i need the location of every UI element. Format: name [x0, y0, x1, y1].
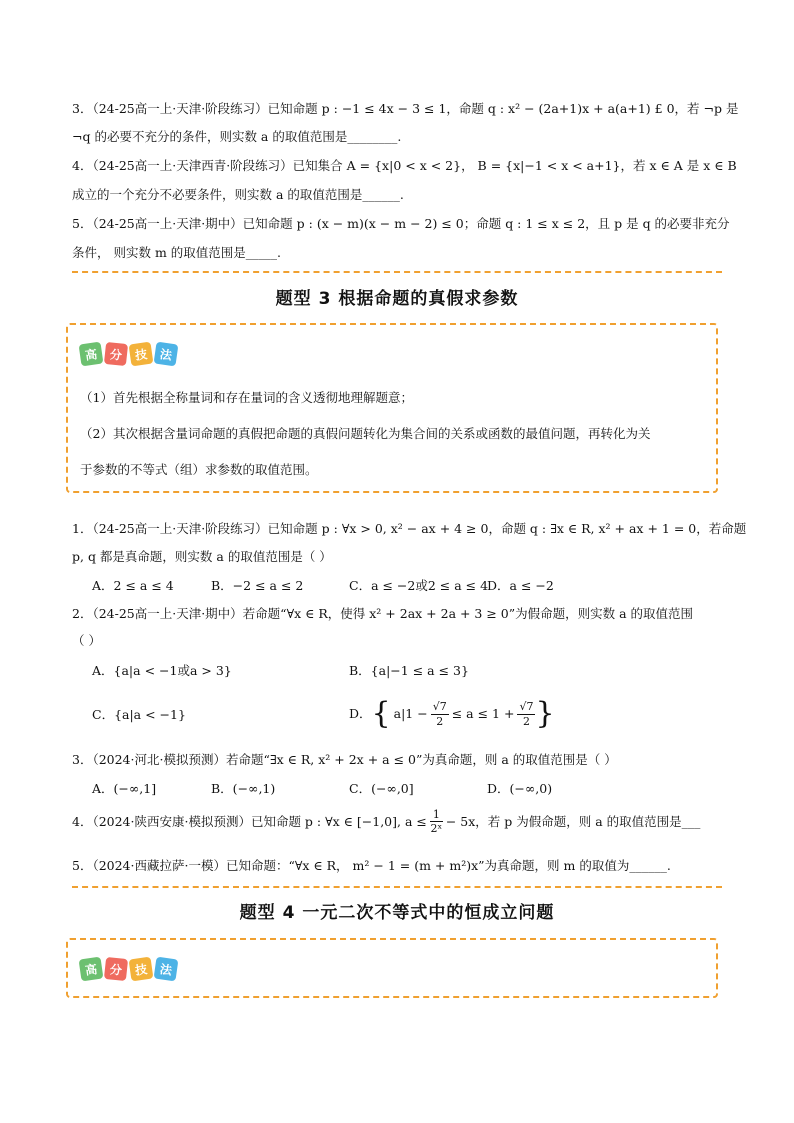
question-4-line-1: 4．（24-25高一上·天津西青·阶段练习）已知集合 A = {x|0 < x < 2}， B = {x|−1 < x < a+1}，若 x ∈ A 是 x ∈ B: [72, 158, 737, 173]
s3-question-2-line-2: （ ）: [72, 633, 101, 648]
left-brace: {: [371, 696, 391, 731]
badge-char: 技: [129, 957, 154, 982]
tip-3: 于参数的不等式（组）求参数的取值范围。: [80, 462, 318, 477]
question-5-line-2: 条件， 则实数 m 的取值范围是_____.: [72, 245, 281, 260]
fraction-denominator: 2: [522, 714, 530, 728]
badge-char: 分: [104, 342, 128, 366]
s3-q2-option-b: B．{a|−1 ≤ a ≤ 3}: [349, 663, 469, 678]
tip-1: （1）首先根据全称量词和存在量词的含义透彻地理解题意；: [80, 390, 413, 405]
section-4-title: 题型 4 一元二次不等式中的恒成立问题: [239, 903, 555, 923]
option-d-text-2: ≤ a ≤ 1 +: [451, 706, 515, 721]
question-4-line-2: 成立的一个充分不必要条件，则实数 a 的取值范围是______.: [72, 187, 404, 202]
badge-char: 高: [79, 957, 104, 982]
s3-q1-option-a: A．2 ≤ a ≤ 4: [92, 578, 174, 593]
question-3-line-1: 3．（24-25高一上·天津·阶段练习）已知命题 p : −1 ≤ 4x − 3 ≤ 1，命题 q : x² − (2a+1)x + a(a+1) £ 0，若 ¬p 是: [72, 101, 739, 116]
fraction: [517, 700, 535, 729]
s3-q4-text-pre: 4．（2024·陕西安康·模拟预测）已知命题 p : ∀x ∈ [−1,0], a ≤: [72, 813, 427, 829]
high-score-badge: [80, 343, 177, 365]
s3-question-2-line-1: 2．（24-25高一上·天津·期中）若命题“∀x ∈ R，使得 x² + 2ax + 2a + 3 ≥ 0”为假命题，则实数 a 的取值范围: [72, 606, 694, 621]
s3-q1-option-b: B．−2 ≤ a ≤ 2: [211, 578, 304, 593]
badge-char: 分: [104, 957, 128, 981]
s3-q2-option-a: A．{a|a < −1或a > 3}: [92, 663, 232, 678]
option-d-text-1: a|1 −: [393, 706, 428, 721]
s3-question-1-line-1: 1．（24-25高一上·天津·阶段练习）已知命题 p : ∀x > 0, x² − ax + 4 ≥ 0，命题 q : ∃x ∈ R, x² + ax + 1 = 0，若命题: [72, 521, 747, 536]
s3-q2-option-d: [349, 694, 555, 734]
s3-q3-option-b: B．(−∞,1): [211, 781, 276, 796]
s3-question-5-line-1: 5．（2024·西藏拉萨·一模）已知命题：“∀x ∈ R， m² − 1 = (m + m²)x”为真命题，则 m 的取值为______.: [72, 858, 671, 873]
badge-char: 法: [154, 342, 179, 367]
fraction-numerator: √7: [519, 699, 534, 713]
question-5-line-1: 5．（24-25高一上·天津·期中）已知命题 p : (x − m)(x − m − 2) ≤ 0；命题 q : 1 ≤ x ≤ 2，且 p 是 q 的必要非充分: [72, 216, 730, 231]
s3-question-3-line-1: 3．（2024·河北·模拟预测）若命题“∃x ∈ R, x² + 2x + a ≤ 0”为真命题，则 a 的取值范围是（ ）: [72, 752, 617, 767]
badge-char: 技: [129, 342, 154, 367]
s3-q4-text-post: − 5x，若 p 为假命题，则 a 的取值范围是___: [445, 813, 701, 829]
divider: [72, 886, 722, 888]
right-brace: }: [535, 696, 555, 731]
divider: [72, 271, 722, 273]
fraction-numerator: 1: [430, 808, 443, 822]
s3-question-4-line: [72, 808, 700, 835]
s3-q1-option-c: C．a ≤ −2或2 ≤ a ≤ 4: [349, 578, 489, 593]
badge-char: 高: [79, 342, 104, 367]
tip-2: （2）其次根据含量词命题的真假把命题的真假问题转化为集合间的关系或函数的最值问题，再转化为关: [80, 426, 651, 441]
fraction: [430, 808, 443, 835]
option-d-label: D．: [349, 706, 372, 721]
tips-box: [66, 938, 718, 998]
fraction: [431, 700, 449, 729]
section-3-title: 题型 3 根据命题的真假求参数: [275, 289, 519, 309]
s3-q3-option-d: D．(−∞,0): [487, 781, 553, 796]
badge-char: 法: [154, 957, 179, 982]
fraction-denominator: 2: [436, 714, 444, 728]
fraction-denominator: 2ˣ: [430, 822, 443, 835]
question-3-line-2: ¬q 的必要不充分的条件，则实数 a 的取值范围是________.: [72, 129, 402, 144]
s3-q1-option-d: D．a ≤ −2: [487, 578, 554, 593]
s3-q3-option-c: C．(−∞,0]: [349, 781, 414, 796]
s3-q3-option-a: A．(−∞,1]: [92, 781, 157, 796]
s3-q2-option-c: C．{a|a < −1}: [92, 707, 186, 722]
high-score-badge: [80, 958, 177, 980]
fraction-numerator: √7: [432, 699, 447, 713]
s3-question-1-line-2: p, q 都是真命题，则实数 a 的取值范围是（ ）: [72, 549, 332, 564]
